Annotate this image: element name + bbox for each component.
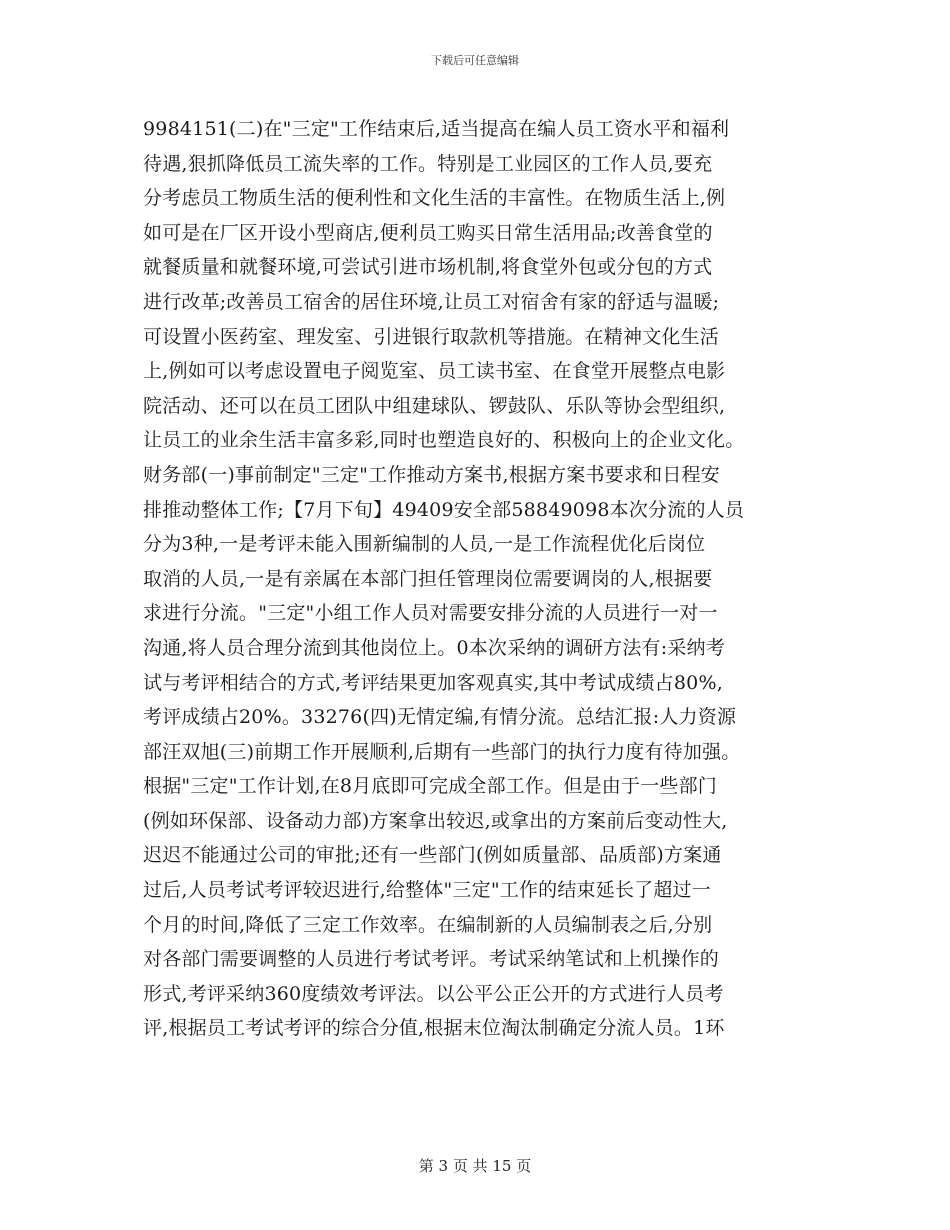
text-line: 求进行分流。"三定"小组工作人员对需要安排分流的人员进行一对一 bbox=[143, 602, 718, 625]
text-line: 评,根据员工考试考评的综合分值,根据末位淘汰制确定分流人员。1环 bbox=[143, 1017, 725, 1040]
text-line: 沟通,将人员合理分流到其他岗位上。0本次采纳的调研方法有:采纳考 bbox=[143, 636, 725, 659]
text-line: 考评成绩占20%。33276(四)无情定编,有情分流。总结汇报:人力资源 bbox=[143, 706, 737, 729]
text-line: 对各部门需要调整的人员进行考试考评。考试采纳笔试和上机操作的 bbox=[143, 948, 720, 971]
text-line: 分为3种,一是考评未能入围新编制的人员,一是工作流程优化后岗位 bbox=[143, 533, 706, 556]
text-line: 分考虑员工物质生活的便利性和文化生活的丰富性。在物质生活上,例 bbox=[143, 187, 726, 210]
text-line: 让员工的业余生活丰富多彩,同时也塑造良好的、积极向上的企业文化。 bbox=[143, 429, 745, 452]
text-line: 过后,人员考试考评较迟进行,给整体"三定"工作的结束延长了超过一 bbox=[143, 879, 711, 902]
document-body bbox=[143, 112, 813, 1046]
text-line: 排推动整体工作;【7月下旬】49409安全部58849098本次分流的人员 bbox=[143, 498, 745, 521]
text-line: 根据"三定"工作计划,在8月底即可完成全部工作。但是由于一些部门 bbox=[143, 775, 718, 798]
text-line: 就餐质量和就餐环境,可尝试引进市场机制,将食堂外包或分包的方式 bbox=[143, 256, 713, 279]
text-line: 个月的时间,降低了三定工作效率。在编制新的人员编制表之后,分别 bbox=[143, 913, 713, 936]
page-number-footer: 第 3 页 共 15 页 bbox=[418, 1157, 532, 1175]
text-line: 9984151(二)在"三定"工作结束后,适当提高在编人员工资水平和福利 bbox=[143, 118, 730, 140]
text-line: 取消的人员,一是有亲属在本部门担任管理岗位需要调岗的人,根据要 bbox=[143, 567, 713, 590]
text-line: 迟迟不能通过公司的审批;还有一些部门(例如质量部、品质部)方案通 bbox=[143, 844, 722, 867]
text-line: (例如环保部、设备动力部)方案拿出较迟,或拿出的方案前后变动性大, bbox=[143, 809, 728, 832]
text-line: 待遇,狠抓降低员工流失率的工作。特别是工业园区的工作人员,要充 bbox=[143, 152, 713, 175]
text-line: 试与考评相结合的方式,考评结果更加客观真实,其中考试成绩占80%, bbox=[143, 671, 723, 694]
text-line: 形式,考评采纳360度绩效考评法。以公平公正公开的方式进行人员考 bbox=[143, 982, 724, 1005]
text-line: 进行改革;改善员工宿舍的居住环境,让员工对宿舍有家的舒适与温暖; bbox=[143, 290, 720, 313]
page-header-note: 下载后可任意编辑 bbox=[431, 54, 519, 67]
text-line: 财务部(一)事前制定"三定"工作推动方案书,根据方案书要求和日程安 bbox=[143, 463, 720, 486]
text-line: 部汪双旭(三)前期工作开展顺利,后期有一些部门的执行力度有待加强。 bbox=[143, 740, 741, 763]
text-line: 上,例如可以考虑设置电子阅览室、员工读书室、在食堂开展整点电影 bbox=[143, 360, 726, 383]
text-line: 如可是在厂区开设小型商店,便利员工购买日常生活用品;改善食堂的 bbox=[143, 221, 713, 244]
text-line: 可设置小医药室、理发室、引进银行取款机等措施。在精神文化生活 bbox=[143, 325, 720, 348]
text-line: 院活动、还可以在员工团队中组建球队、锣鼓队、乐队等协会型组织, bbox=[143, 394, 726, 417]
